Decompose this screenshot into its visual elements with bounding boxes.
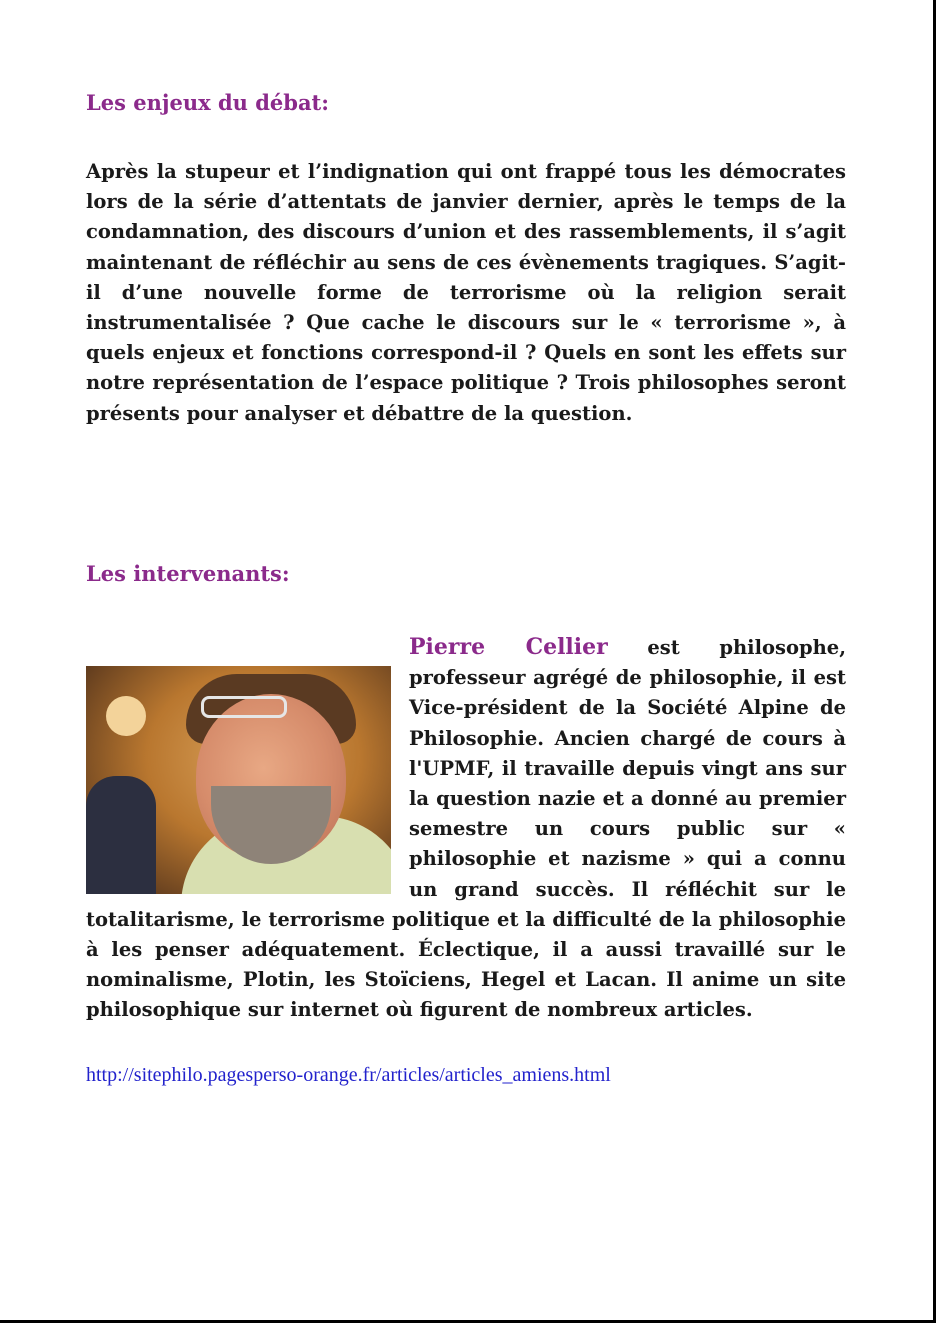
speaker-bio-block: [86, 632, 846, 1026]
speaker-name: Pierre Cellier: [409, 634, 608, 660]
speaker-bio: est philosophe, professeur agrégé de philosophie, il est Vice-président de la Société Alpine de Philosophie. Ancien chargé de cours à l'UPMF, il travaille depuis vingt ans sur la question nazie et a donné au premier semestre un cours public sur « philosophie et nazisme » qui a connu un grand succès. Il réfléchit sur le totalitarisme, le terrorisme politique et la difficulté de la philosophie à les penser adéquatement. Éclectique, il a aussi travaillé sur le nominalisme, Plotin, les Stoïciens, Hegel et Lacan. Il anime un site philosophique sur internet où figurent de nombreux articles.: [86, 636, 846, 1022]
speaker-photo: [86, 666, 391, 894]
speaker-website-link[interactable]: http://sitephilo.pagesperso-orange.fr/articles/articles_amiens.html: [86, 1064, 611, 1086]
debate-heading: Les enjeux du débat:: [86, 90, 329, 115]
debate-paragraph: Après la stupeur et l’indignation qui ont frappé tous les démocrates lors de la série d’attentats de janvier dernier, après le temps de la condamnation, des discours d’union et des rassemblements, il s’agit maintenant de réfléchir au sens de ces évènements tragiques. S’agit-il d’une nouvelle forme de terrorisme où la religion serait instrumentalisée ? Que cache le discours sur le « terrorisme », à quels enjeux et fonctions correspond-il ? Quels en sont les effets sur notre représentation de l’espace politique ? Trois philosophes seront présents pour analyser et débattre de la question.: [86, 160, 846, 425]
speakers-heading: Les intervenants:: [86, 561, 290, 586]
